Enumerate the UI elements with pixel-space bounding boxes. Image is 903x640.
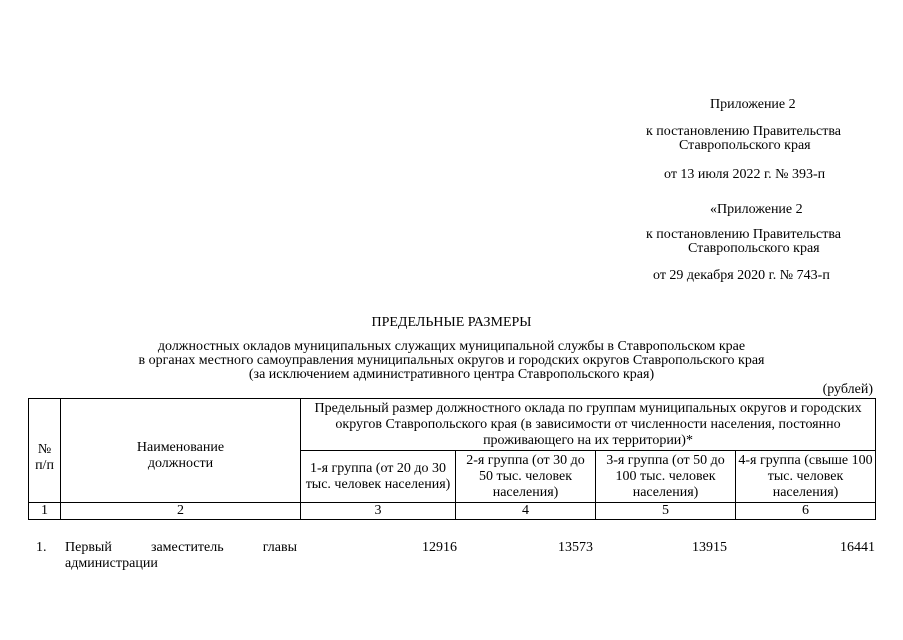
header-date-2: от 29 декабря 2020 г. № 743-п bbox=[653, 268, 830, 283]
header-date: от 13 июля 2022 г. № 393-п bbox=[664, 167, 826, 182]
salary-table bbox=[28, 398, 876, 520]
row-value-group-2: 13573 bbox=[558, 540, 593, 555]
index-cell: 6 bbox=[736, 503, 876, 520]
doc-title: ПРЕДЕЛЬНЫЕ РАЗМЕРЫ bbox=[371, 315, 532, 330]
index-cell: 5 bbox=[596, 503, 736, 520]
col-header-num: № п/п bbox=[29, 399, 61, 503]
col-header-groups: Предельный размер должностного оклада по группам муниципальных округов и городских округов Ставропольского края (в зависимости от численности населения, постоянно проживающего на их территории)* bbox=[301, 399, 876, 451]
index-cell: 2 bbox=[61, 503, 301, 520]
index-cell: 4 bbox=[456, 503, 596, 520]
header-decree-2-line2: Ставропольского края bbox=[688, 241, 820, 256]
row-position-name: Первый заместитель главы администрации bbox=[65, 540, 297, 571]
row-value-group-3: 13915 bbox=[692, 540, 727, 555]
doc-subtitle-3: (за исключением административного центра Ставропольского края) bbox=[248, 367, 655, 382]
row-value-group-1: 12916 bbox=[422, 540, 457, 555]
doc-subtitle-1: должностных окладов муниципальных служащих муниципальной службы в Ставропольском крае bbox=[157, 339, 746, 354]
col-header-group-4: 4-я группа (свыше 100 тыс. человек населения) bbox=[736, 451, 876, 503]
header-decree-line1: к постановлению Правительства bbox=[646, 124, 842, 139]
index-cell: 3 bbox=[301, 503, 456, 520]
units-label: (рублей) bbox=[822, 382, 873, 397]
row-number: 1. bbox=[36, 540, 47, 555]
doc-subtitle-2: в органах местного самоуправления муниципальных округов и городских округов Ставропольского края bbox=[138, 353, 765, 368]
col-header-group-2: 2-я группа (от 30 до 50 тыс. человек населения) bbox=[456, 451, 596, 503]
index-cell: 1 bbox=[29, 503, 61, 520]
header-appendix-2: «Приложение 2 bbox=[710, 202, 803, 217]
col-header-group-1: 1-я группа (от 20 до 30 тыс. человек населения) bbox=[301, 451, 456, 503]
col-header-group-3: 3-я группа (от 50 до 100 тыс. человек населения) bbox=[596, 451, 736, 503]
header-decree-line2: Ставропольского края bbox=[679, 138, 811, 153]
row-value-group-4: 16441 bbox=[840, 540, 875, 555]
col-header-name: Наименование должности bbox=[61, 399, 301, 503]
header-appendix: Приложение 2 bbox=[710, 97, 796, 112]
header-decree-2-line1: к постановлению Правительства bbox=[646, 227, 842, 242]
